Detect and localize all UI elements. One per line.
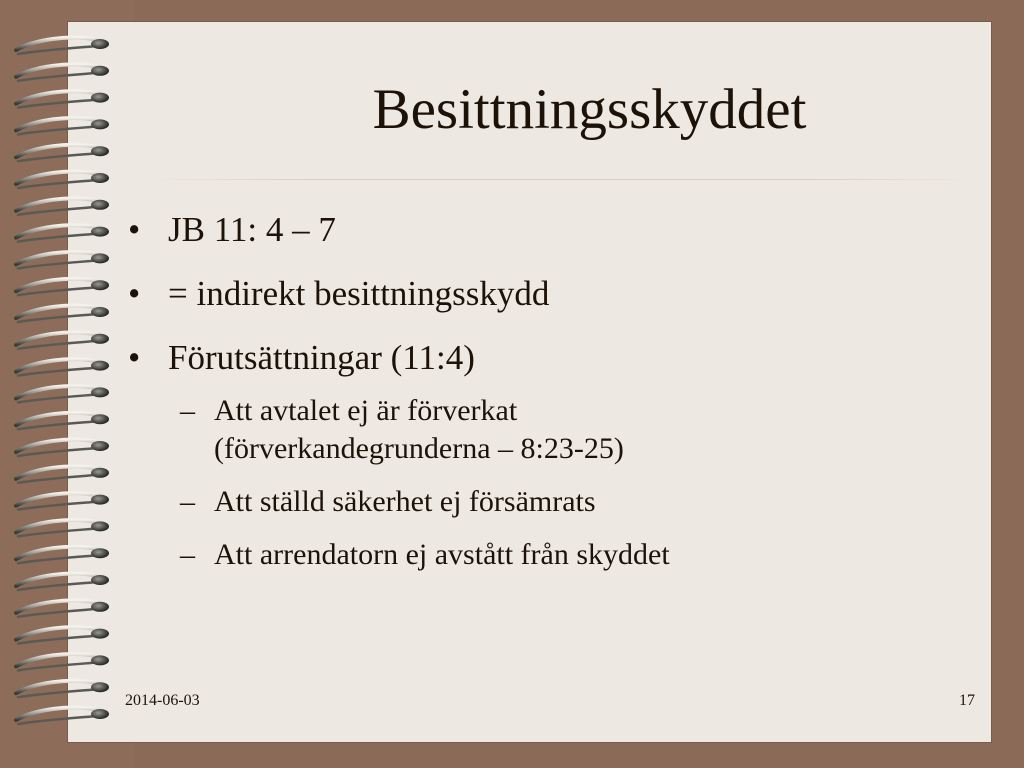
spiral-ring bbox=[16, 118, 109, 134]
dash-marker: – bbox=[180, 538, 195, 571]
slide-title: Besittningsskyddet bbox=[372, 78, 807, 141]
sub-bullet-item bbox=[128, 483, 958, 521]
dash-marker: – bbox=[180, 485, 195, 518]
bullet-item bbox=[128, 338, 958, 378]
sub-bullet-item bbox=[128, 392, 958, 468]
sub-bullet-text: Att ställd säkerhet ej försämrats bbox=[214, 485, 596, 518]
dash-marker: – bbox=[180, 394, 195, 427]
spiral-ring bbox=[16, 466, 109, 482]
spiral-ring bbox=[16, 64, 109, 80]
spiral-ring bbox=[16, 600, 109, 616]
bullet-text: = indirekt besittningsskydd bbox=[168, 274, 550, 313]
bullet-item bbox=[128, 210, 958, 250]
bullet-list bbox=[128, 210, 958, 589]
spiral-ring bbox=[16, 359, 109, 375]
footer-date: 2014-06-03 bbox=[125, 692, 200, 709]
spiral-ring bbox=[16, 332, 109, 348]
spiral-ring bbox=[16, 547, 109, 563]
spiral-ring bbox=[16, 493, 109, 509]
spiral-ring bbox=[16, 225, 109, 241]
bullet-text: Förutsättningar (11:4) bbox=[168, 338, 475, 377]
sub-bullet-text-continued: (förverkandegrunderna – 8:23-25) bbox=[214, 432, 624, 465]
spiral-ring bbox=[16, 627, 109, 643]
sub-bullet-text: Att arrendatorn ej avstått från skyddet bbox=[214, 538, 670, 571]
spiral-ring bbox=[16, 574, 109, 590]
bullet-item bbox=[128, 274, 958, 314]
spiral-ring bbox=[16, 654, 109, 670]
spiral-ring bbox=[16, 386, 109, 402]
bullet-marker: • bbox=[128, 274, 141, 313]
spiral-ring bbox=[16, 38, 109, 54]
spiral-ring bbox=[16, 91, 109, 107]
spiral-ring bbox=[16, 520, 109, 536]
spiral-ring bbox=[16, 708, 109, 724]
bullet-marker: • bbox=[128, 338, 141, 377]
spiral-ring bbox=[16, 440, 109, 456]
spiral-ring bbox=[16, 279, 109, 295]
spiral-ring bbox=[16, 413, 109, 429]
sub-bullet-item bbox=[128, 536, 958, 574]
spiral-ring bbox=[16, 306, 109, 322]
sub-bullet-text: Att avtalet ej är förverkat bbox=[214, 394, 518, 427]
slide-page bbox=[68, 22, 991, 742]
slide-number: 17 bbox=[959, 692, 975, 709]
bullet-text: JB 11: 4 – 7 bbox=[168, 210, 336, 249]
spiral-ring bbox=[16, 681, 109, 697]
spiral-ring bbox=[16, 172, 109, 188]
spiral-ring bbox=[16, 252, 109, 268]
spiral-binding-icon bbox=[14, 30, 124, 742]
spiral-ring bbox=[16, 198, 109, 214]
bullet-marker: • bbox=[128, 210, 141, 249]
spiral-ring bbox=[16, 145, 109, 161]
title-divider bbox=[148, 179, 973, 180]
